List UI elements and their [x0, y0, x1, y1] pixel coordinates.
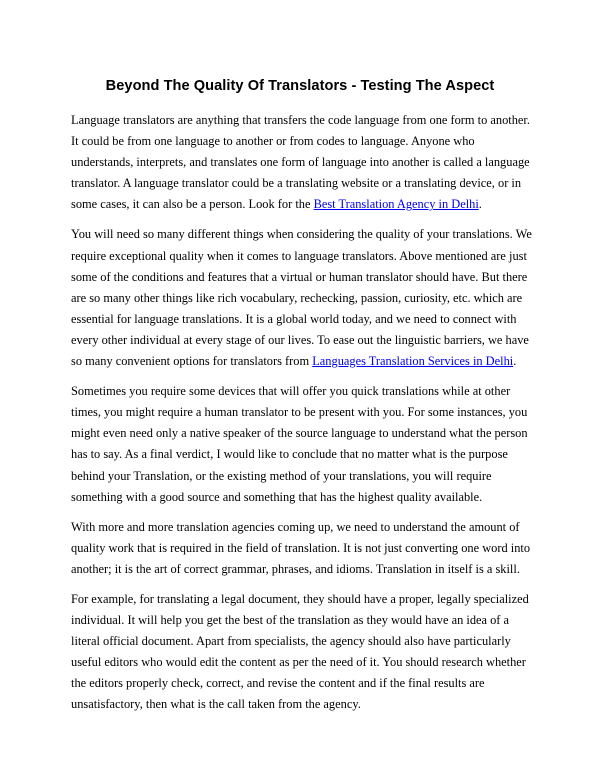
- document-body: [71, 110, 533, 725]
- paragraph-3: Sometimes you require some devices that will offer you quick translations while at other times, you might require a human translator to be present with you. For some instances, you might even need only a native speaker of the source language to understand what the person has to say. As a final verdict, I would like to conclude that no matter what is the purpose behind your Translation, or the existing method of your translations, you will require something with a good source and something that has the highest quality available.: [71, 384, 528, 504]
- paragraph-2: [71, 224, 533, 372]
- document-title: Beyond The Quality Of Translators - Testing The Aspect: [105, 78, 495, 94]
- paragraph-2-text: You will need so many different things when considering the quality of your translations. We require exceptional quality when it comes to language translators. Above mentioned are just some of the conditions and features that a virtual or human translator should have. But there are so many other things like rich vocabulary, rechecking, passion, curiosity, etc. which are essential for language translations. It is a global world today, and we need to connect with every other individual at every stage of our lives. To ease out the linguistic barriers, we have so many convenient options for translators from: [71, 227, 532, 369]
- paragraph-4: With more and more translation agencies coming up, we need to understand the amount of quality work that is required in the field of translation. It is not just converting one word into another; it is the art of correct grammar, phrases, and idioms. Translation in itself is a skill.: [71, 519, 531, 576]
- paragraph-1-text: Language translators are anything that transfers the code language from one form to another. It could be from one language to another or from codes to language. Anyone who understands, interprets, and translates one form of language into another is called a language translator. A language translator could be a translating website or a translating device, or in some cases, it can also be a person. Look for the: [71, 113, 530, 212]
- translation-services-link[interactable]: Languages Translation Services in Delhi: [312, 354, 514, 369]
- paragraph-1-end: .: [478, 197, 482, 212]
- best-translation-agency-link[interactable]: Best Translation Agency in Delhi: [313, 197, 479, 212]
- paragraph-5: For example, for translating a legal document, they should have a proper, legally specialized individual. It will help you get the best of the translation as they would have an idea of a literal official document. Apart from specialists, the agency should also have particularly useful editors who would edit the content as per the need of it. You should research whether the editors properly check, correct, and revise the content and if the final results are unsatisfactory, then what is the call taken from the agency.: [71, 591, 529, 712]
- paragraph-1: [71, 110, 533, 215]
- paragraph-2-end: .: [513, 354, 517, 369]
